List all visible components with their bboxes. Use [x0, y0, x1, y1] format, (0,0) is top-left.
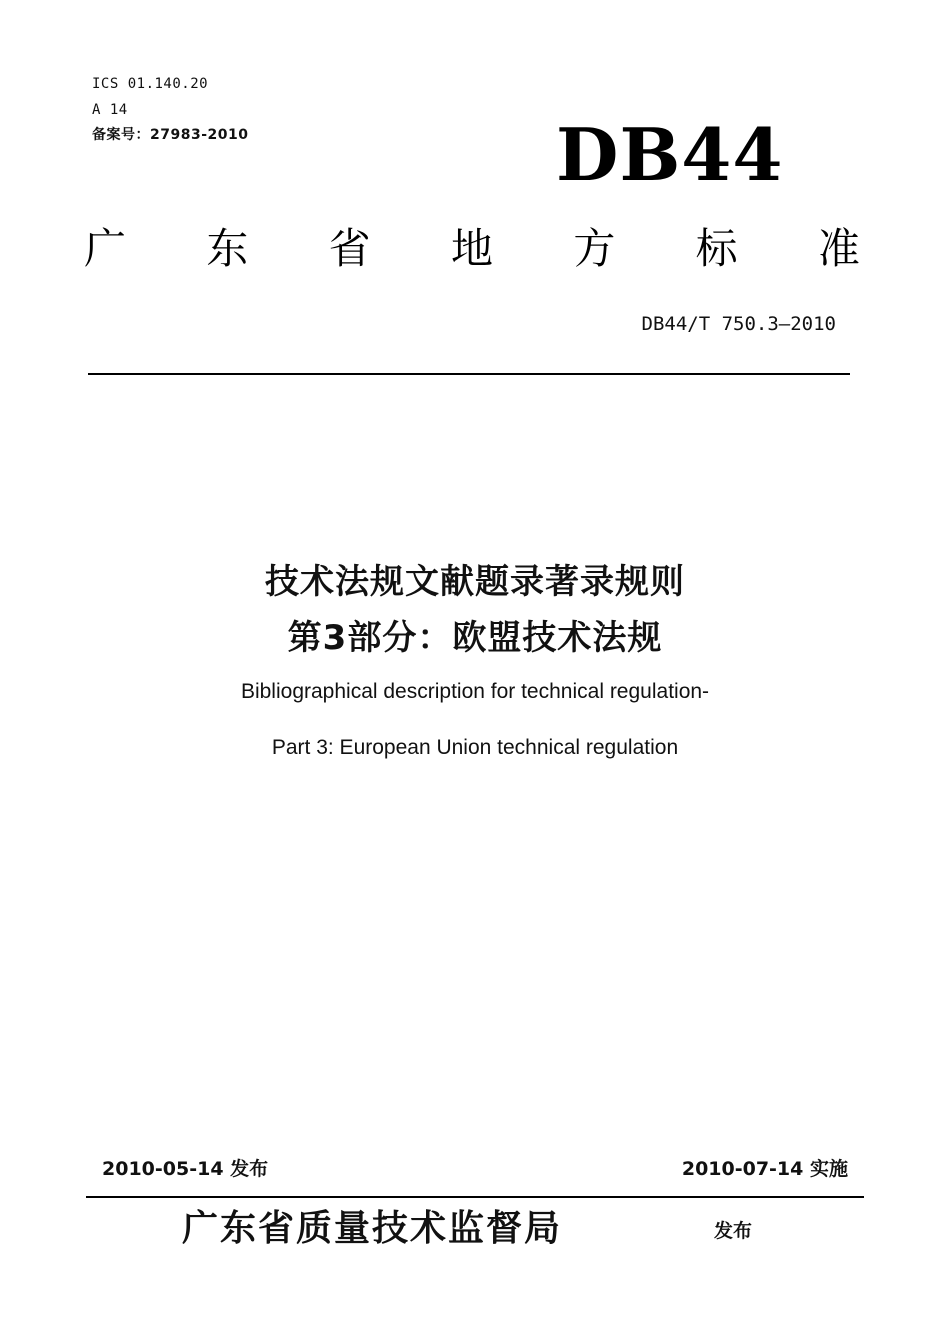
- bottom-divider: [86, 1196, 864, 1198]
- standard-type-char: 广: [84, 224, 127, 273]
- ics-code: ICS 01.140.20: [92, 76, 209, 92]
- implementation-date: 2010-07-14 实施: [681, 1158, 848, 1180]
- standard-type-char: 方: [573, 224, 616, 273]
- record-number: 备案号：27983-2010: [92, 127, 249, 143]
- standard-type-heading: [84, 222, 860, 276]
- top-divider: [88, 373, 850, 375]
- db44-logo: DB44: [556, 112, 784, 197]
- standard-type-char: 准: [817, 224, 860, 273]
- title-cn-line2: 第3部分：欧盟技术法规: [287, 618, 663, 658]
- standard-type-char: 省: [328, 224, 371, 273]
- title-cn-line1: 技术法规文献题录著录规则: [265, 562, 685, 602]
- issuing-authority: 广东省质量技术监督局: [182, 1207, 563, 1249]
- standard-type-char: 标: [695, 224, 738, 273]
- title-en-line1: Bibliographical description for technical regulation-: [240, 680, 710, 703]
- standard-number: DB44/T 750.3—2010: [641, 313, 836, 335]
- ccs-code: A 14: [92, 102, 128, 118]
- issue-date: 2010-05-14 发布: [102, 1158, 269, 1180]
- standard-type-char: 地: [450, 224, 493, 273]
- issuing-label: 发布: [714, 1220, 753, 1242]
- standard-type-char: 东: [206, 224, 249, 273]
- title-en-line2: Part 3: European Union technical regulation: [271, 736, 679, 759]
